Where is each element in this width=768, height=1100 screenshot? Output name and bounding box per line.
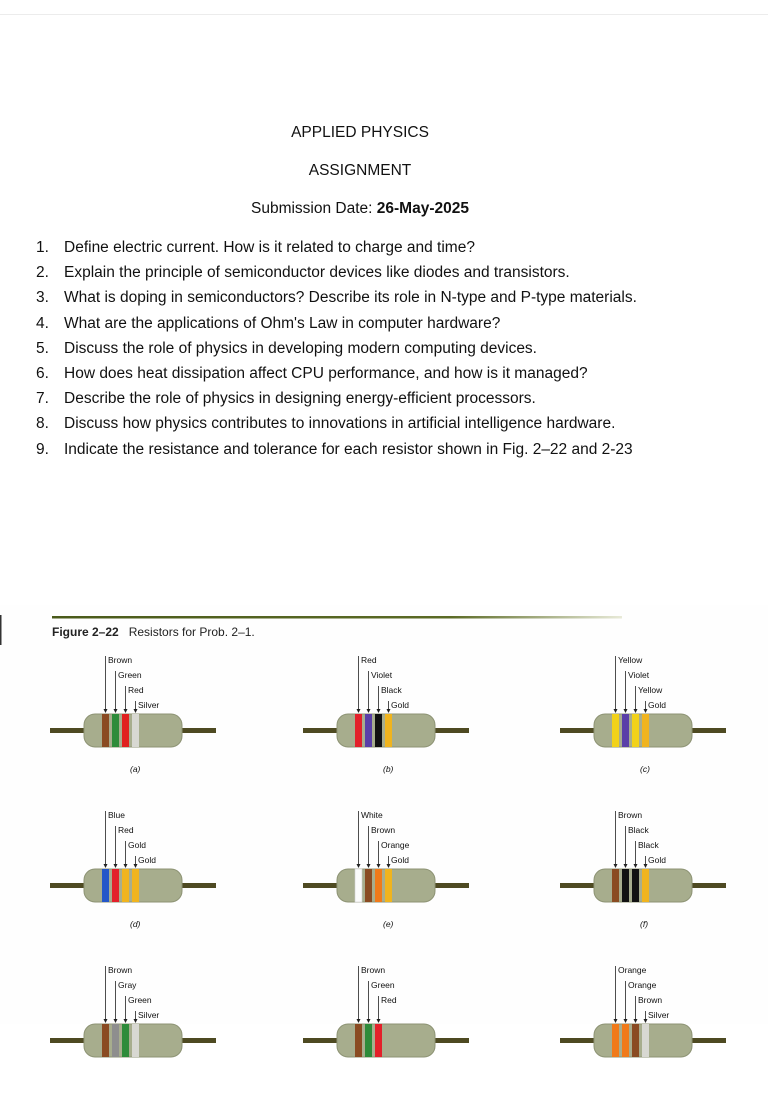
question-text: Discuss the role of physics in developing modern computing devices. <box>64 339 537 357</box>
color-band <box>642 714 649 747</box>
band-pointer-arrow <box>357 1019 361 1023</box>
resistor-caption: (b) <box>383 764 394 774</box>
resistor-drawing <box>303 650 493 790</box>
band-label: Silver <box>138 700 160 710</box>
band-pointer-arrow <box>124 1019 128 1023</box>
resistor-diagram <box>303 960 493 1100</box>
band-label: White <box>361 810 383 820</box>
question-item <box>36 437 746 462</box>
submission-date-value: 26-May-2025 <box>376 200 469 217</box>
color-band <box>365 1024 372 1057</box>
color-band <box>622 714 629 747</box>
submission-label: Submission Date: <box>251 200 377 217</box>
band-pointer-arrow <box>634 864 638 868</box>
question-text: Explain the principle of semiconductor devices like diodes and transistors. <box>64 264 570 282</box>
band-label: Red <box>361 655 377 665</box>
band-pointer-arrow <box>367 864 371 868</box>
band-label: Brown <box>361 965 386 975</box>
resistor-drawing <box>50 805 240 945</box>
color-band <box>375 869 382 902</box>
band-pointer-arrow <box>114 1019 118 1023</box>
band-pointer-arrow <box>377 709 381 713</box>
band-pointer-arrow <box>134 709 138 713</box>
band-label: Red <box>128 685 144 695</box>
band-pointer-arrow <box>357 864 361 868</box>
band-label: Black <box>628 825 649 835</box>
color-band <box>122 1024 129 1057</box>
question-item <box>36 386 746 411</box>
resistor-caption: (e) <box>383 919 394 929</box>
band-label: Green <box>128 995 152 1005</box>
band-label: Yellow <box>638 685 663 695</box>
color-band <box>132 714 139 747</box>
resistor-diagram <box>560 650 750 790</box>
resistor-diagram <box>50 805 240 945</box>
question-text: Discuss how physics contributes to innovations in artificial intelligence hardware. <box>64 415 616 433</box>
color-band <box>375 714 382 747</box>
color-band <box>355 869 362 902</box>
resistor-drawing <box>560 650 750 790</box>
question-text: Define electric current. How is it related to charge and time? <box>64 239 475 256</box>
resistor-diagram <box>560 960 750 1100</box>
color-band <box>632 1024 639 1057</box>
band-pointer-arrow <box>624 1019 628 1023</box>
band-pointer-arrow <box>644 864 648 868</box>
question-item <box>36 311 746 336</box>
band-label: Green <box>371 980 395 990</box>
band-pointer-arrow <box>134 864 138 868</box>
resistor-figure <box>0 605 768 1024</box>
band-label: Black <box>638 840 659 850</box>
band-label: Red <box>118 825 134 835</box>
question-item <box>36 411 746 436</box>
band-pointer-arrow <box>367 1019 371 1023</box>
band-pointer-arrow <box>367 709 371 713</box>
question-number: 1. <box>36 239 49 256</box>
band-label: Brown <box>108 965 133 975</box>
question-text: Indicate the resistance and tolerance for each resistor shown in Fig. 2–22 and 2-23 <box>64 440 633 458</box>
band-pointer-arrow <box>104 864 108 868</box>
band-pointer-arrow <box>387 709 391 713</box>
band-label: Violet <box>371 670 393 680</box>
band-label: Violet <box>628 670 650 680</box>
question-text: Describe the role of physics in designing energy-efficient processors. <box>64 390 536 408</box>
question-number: 9. <box>36 440 49 458</box>
color-band <box>355 714 362 747</box>
band-pointer-arrow <box>134 1019 138 1023</box>
band-pointer-arrow <box>614 1019 618 1023</box>
band-pointer-arrow <box>124 709 128 713</box>
color-band <box>365 714 372 747</box>
band-label: Silver <box>648 1010 670 1020</box>
question-number: 7. <box>36 390 49 408</box>
color-band <box>112 1024 119 1057</box>
resistor-drawing <box>303 960 493 1100</box>
color-band <box>355 1024 362 1057</box>
band-pointer-arrow <box>357 709 361 713</box>
band-label: Gold <box>128 840 146 850</box>
question-item <box>36 285 746 310</box>
color-band <box>632 714 639 747</box>
band-label: Red <box>381 995 397 1005</box>
question-number: 4. <box>36 314 49 332</box>
color-band <box>132 1024 139 1057</box>
band-label: Gold <box>391 855 409 865</box>
color-band <box>365 869 372 902</box>
band-label: Green <box>118 670 142 680</box>
color-band <box>612 869 619 902</box>
band-label: Gold <box>648 855 666 865</box>
band-label: Gray <box>118 980 137 990</box>
figure-number: Figure 2–22 <box>52 625 119 639</box>
resistor-caption: (c) <box>640 764 650 774</box>
resistor-diagram <box>560 805 750 945</box>
question-text: What is doping in semiconductors? Describe its role in N-type and P-type materials. <box>64 289 637 307</box>
resistor-diagram <box>303 650 493 790</box>
question-number: 5. <box>36 339 49 357</box>
band-pointer-arrow <box>104 1019 108 1023</box>
band-pointer-arrow <box>644 1019 648 1023</box>
resistor-diagram <box>303 805 493 945</box>
question-text: How does heat dissipation affect CPU performance, and how is it managed? <box>64 364 588 382</box>
band-label: Brown <box>638 995 663 1005</box>
color-band <box>102 714 109 747</box>
figure-subtitle: Resistors for Prob. 2–1. <box>128 625 255 639</box>
band-label: Blue <box>108 810 126 820</box>
color-band <box>122 714 129 747</box>
band-label: Gold <box>391 700 409 710</box>
band-label: Black <box>381 685 402 695</box>
color-band <box>375 1024 382 1057</box>
band-pointer-arrow <box>614 709 618 713</box>
question-item <box>36 235 746 260</box>
question-list <box>36 235 746 462</box>
color-band <box>642 1024 649 1057</box>
question-number: 8. <box>36 415 49 433</box>
color-band <box>385 714 392 747</box>
band-label: Gold <box>138 855 156 865</box>
band-pointer-arrow <box>114 864 118 868</box>
band-pointer-arrow <box>634 709 638 713</box>
question-text: What are the applications of Ohm's Law in computer hardware? <box>64 314 501 332</box>
top-divider <box>0 14 768 15</box>
band-pointer-arrow <box>377 1019 381 1023</box>
band-pointer-arrow <box>624 709 628 713</box>
color-band <box>112 714 119 747</box>
band-label: Orange <box>381 840 410 850</box>
band-pointer-arrow <box>124 864 128 868</box>
resistor-diagram <box>50 960 240 1100</box>
submission-date <box>0 200 720 218</box>
color-band <box>622 1024 629 1057</box>
band-label: Brown <box>618 810 643 820</box>
band-label: Gold <box>648 700 666 710</box>
band-pointer-arrow <box>104 709 108 713</box>
figure-caption <box>52 625 255 639</box>
band-label: Brown <box>108 655 133 665</box>
resistor-diagram <box>50 650 240 790</box>
resistor-body <box>337 1024 435 1057</box>
band-label: Orange <box>618 965 647 975</box>
band-pointer-arrow <box>387 864 391 868</box>
color-band <box>132 869 139 902</box>
question-number: 6. <box>36 364 49 382</box>
resistor-caption: (d) <box>130 919 141 929</box>
resistor-drawing <box>50 960 240 1100</box>
band-pointer-arrow <box>644 709 648 713</box>
resistor-drawing <box>303 805 493 945</box>
assignment-title: ASSIGNMENT <box>308 162 412 179</box>
color-band <box>122 869 129 902</box>
color-band <box>612 714 619 747</box>
question-number: 3. <box>36 289 49 307</box>
resistor-caption: (a) <box>130 764 141 774</box>
question-number: 2. <box>36 264 49 282</box>
band-pointer-arrow <box>614 864 618 868</box>
color-band <box>642 869 649 902</box>
color-band <box>385 869 392 902</box>
question-item <box>36 336 746 361</box>
question-item <box>36 361 746 386</box>
band-pointer-arrow <box>624 864 628 868</box>
course-title: APPLIED PHYSICS <box>291 124 429 141</box>
color-band <box>102 1024 109 1057</box>
resistor-drawing <box>50 650 240 790</box>
band-label: Silver <box>138 1010 160 1020</box>
color-band <box>632 869 639 902</box>
band-label: Yellow <box>618 655 643 665</box>
band-label: Brown <box>371 825 396 835</box>
color-band <box>102 869 109 902</box>
color-band <box>622 869 629 902</box>
color-band <box>612 1024 619 1057</box>
band-label: Orange <box>628 980 657 990</box>
resistor-drawing <box>560 805 750 945</box>
band-pointer-arrow <box>634 1019 638 1023</box>
color-band <box>112 869 119 902</box>
band-pointer-arrow <box>377 864 381 868</box>
band-pointer-arrow <box>114 709 118 713</box>
resistor-caption: (f) <box>640 919 649 929</box>
question-item <box>36 260 746 285</box>
